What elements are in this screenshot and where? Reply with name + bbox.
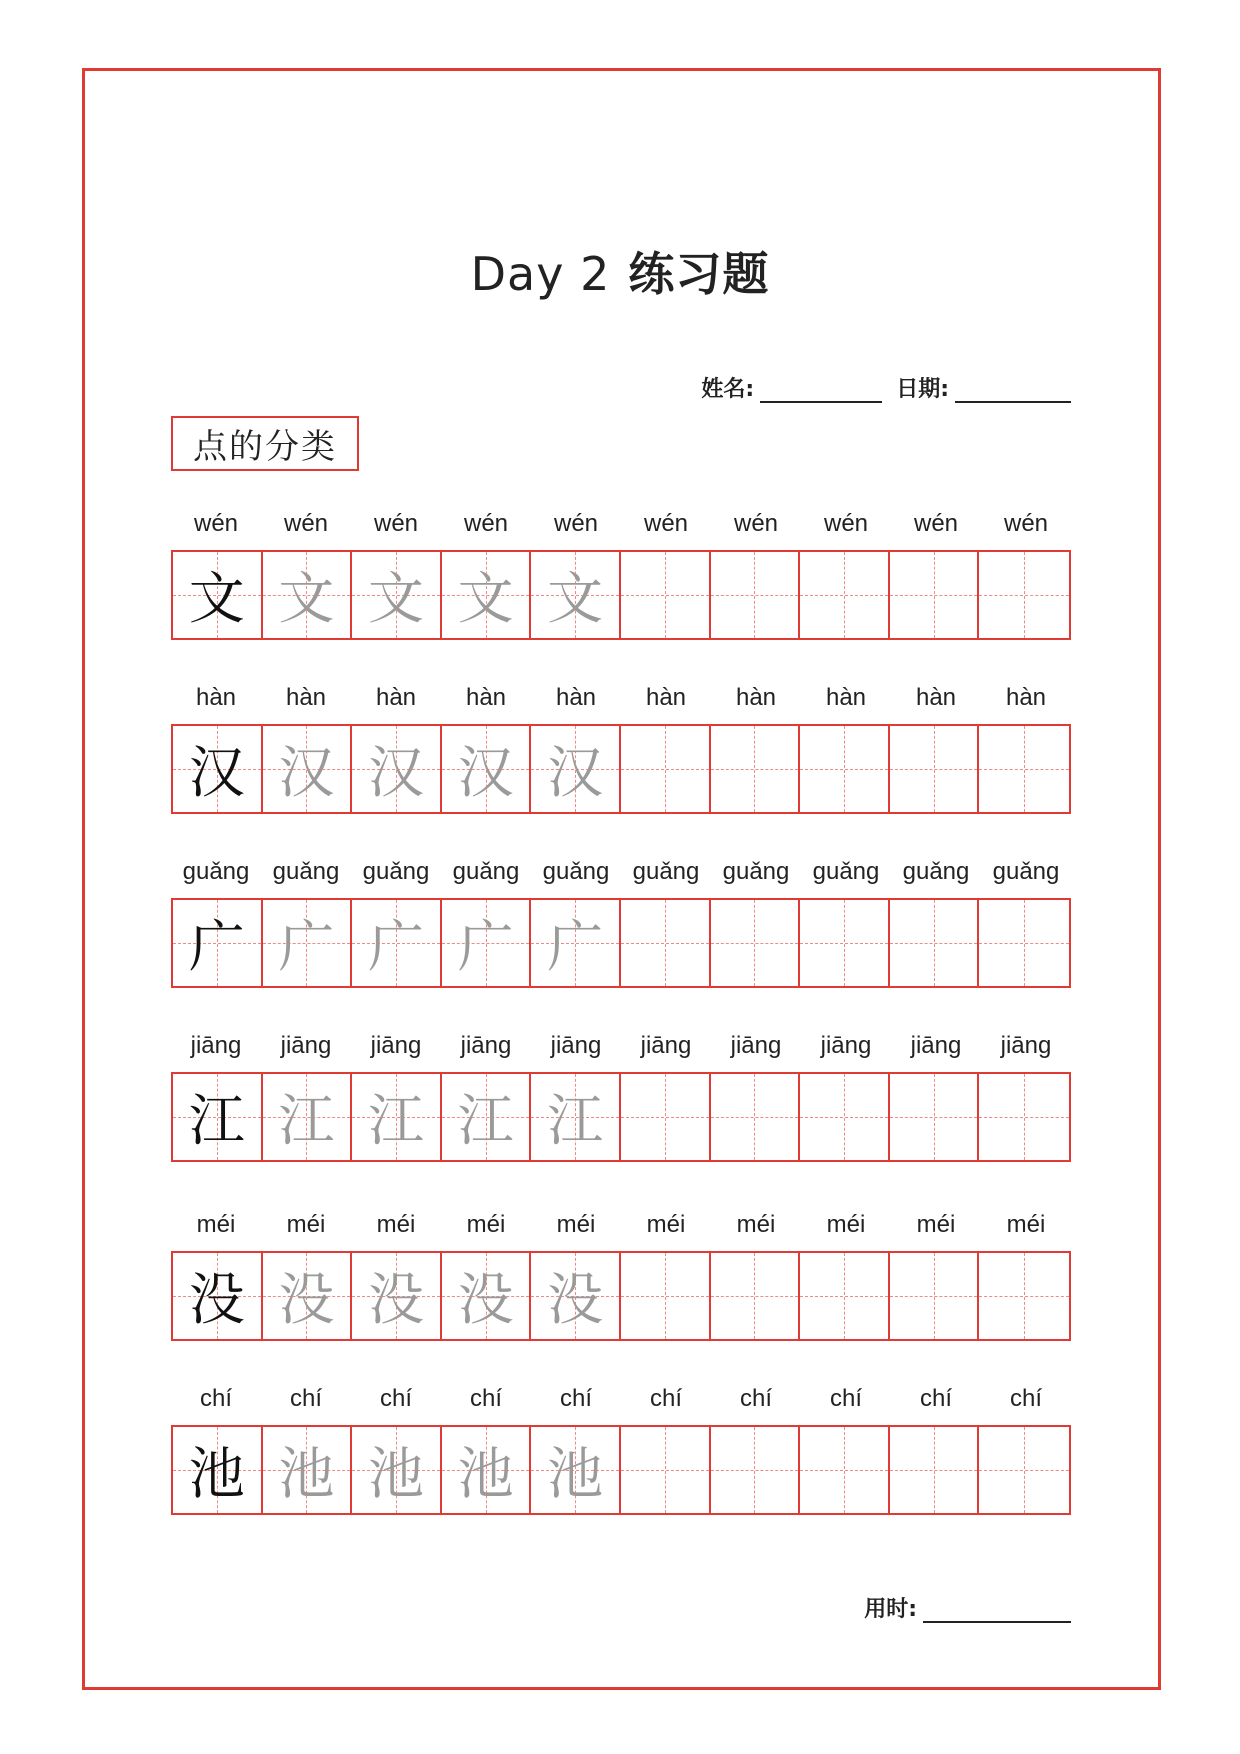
writing-cell[interactable] — [621, 1253, 711, 1339]
writing-cell[interactable] — [621, 900, 711, 986]
trace-character: 江 — [457, 1089, 514, 1154]
pinyin-label: méi — [196, 1211, 236, 1238]
pinyin-label: guǎng — [362, 858, 430, 885]
pinyin-label: wén — [913, 510, 959, 537]
writing-cell[interactable] — [800, 726, 890, 812]
pinyin-label: méi — [646, 1211, 686, 1238]
pinyin-label: jiāng — [550, 1032, 602, 1059]
trace-character: 江 — [547, 1089, 604, 1154]
pinyin-label: méi — [1006, 1211, 1046, 1238]
pinyin-label: guǎng — [902, 858, 970, 885]
name-field[interactable] — [760, 379, 882, 403]
model-character: 没 — [188, 1268, 245, 1333]
pinyin-row — [171, 1385, 1071, 1425]
trace-character: 广 — [278, 915, 335, 980]
pinyin-label: jiāng — [1000, 1032, 1052, 1059]
pinyin-label: guǎng — [452, 858, 520, 885]
writing-grid — [171, 1425, 1071, 1515]
writing-cell[interactable] — [352, 1074, 442, 1160]
practice-row — [171, 1032, 1071, 1162]
pinyin-label: wén — [283, 510, 329, 537]
pinyin-label: hàn — [825, 684, 867, 711]
pinyin-label: jiāng — [910, 1032, 962, 1059]
practice-row — [171, 1211, 1071, 1341]
pinyin-label: méi — [826, 1211, 866, 1238]
pinyin-label: hàn — [195, 684, 237, 711]
pinyin-label: wén — [643, 510, 689, 537]
trace-character: 广 — [457, 915, 514, 980]
writing-cell[interactable] — [442, 900, 532, 986]
writing-cell[interactable] — [800, 900, 890, 986]
trace-character: 池 — [457, 1442, 514, 1507]
pinyin-label: chí — [559, 1385, 592, 1412]
writing-cell[interactable] — [621, 552, 711, 638]
trace-character: 江 — [278, 1089, 335, 1154]
student-info — [701, 372, 1071, 403]
writing-cell[interactable] — [979, 900, 1069, 986]
writing-grid — [171, 550, 1071, 640]
trace-character: 池 — [547, 1442, 604, 1507]
time-label: 用时: — [864, 1597, 917, 1622]
trace-character: 汉 — [278, 741, 335, 806]
pinyin-label: hàn — [465, 684, 507, 711]
writing-cell[interactable] — [352, 1427, 442, 1513]
pinyin-label: guǎng — [812, 858, 880, 885]
pinyin-row — [171, 1032, 1071, 1072]
writing-cell[interactable] — [800, 552, 890, 638]
pinyin-label: jiāng — [280, 1032, 332, 1059]
pinyin-label: chí — [1009, 1385, 1042, 1412]
pinyin-label: wén — [193, 510, 239, 537]
writing-cell[interactable] — [711, 726, 801, 812]
pinyin-label: méi — [286, 1211, 326, 1238]
pinyin-label: hàn — [1005, 684, 1047, 711]
writing-grid — [171, 724, 1071, 814]
practice-row — [171, 510, 1071, 640]
pinyin-label: hàn — [735, 684, 777, 711]
pinyin-label: guǎng — [992, 858, 1060, 885]
writing-cell[interactable] — [711, 900, 801, 986]
pinyin-label: guǎng — [182, 858, 250, 885]
pinyin-label: guǎng — [722, 858, 790, 885]
writing-cell[interactable] — [979, 552, 1069, 638]
model-character: 汉 — [188, 741, 245, 806]
pinyin-label: guǎng — [272, 858, 340, 885]
pinyin-label: wén — [733, 510, 779, 537]
writing-cell[interactable] — [979, 726, 1069, 812]
writing-cell[interactable] — [979, 1427, 1069, 1513]
trace-character: 池 — [367, 1442, 424, 1507]
pinyin-label: jiāng — [730, 1032, 782, 1059]
pinyin-label: jiāng — [640, 1032, 692, 1059]
trace-character: 文 — [278, 567, 335, 632]
writing-cell[interactable] — [352, 726, 442, 812]
writing-cell[interactable] — [263, 552, 353, 638]
model-character: 江 — [188, 1089, 245, 1154]
trace-character: 没 — [367, 1268, 424, 1333]
writing-cell[interactable] — [173, 726, 263, 812]
writing-cell[interactable] — [352, 1253, 442, 1339]
writing-cell[interactable] — [800, 1427, 890, 1513]
writing-cell[interactable] — [979, 1253, 1069, 1339]
writing-cell[interactable] — [531, 1427, 621, 1513]
writing-cell[interactable] — [711, 552, 801, 638]
model-character: 池 — [188, 1442, 245, 1507]
trace-character: 文 — [457, 567, 514, 632]
writing-cell[interactable] — [800, 1253, 890, 1339]
writing-cell[interactable] — [263, 1074, 353, 1160]
practice-row — [171, 858, 1071, 988]
trace-character: 文 — [367, 567, 424, 632]
trace-character: 汉 — [457, 741, 514, 806]
writing-cell[interactable] — [352, 900, 442, 986]
model-character: 广 — [188, 915, 245, 980]
pinyin-label: méi — [736, 1211, 776, 1238]
writing-cell[interactable] — [621, 1427, 711, 1513]
trace-character: 池 — [278, 1442, 335, 1507]
date-field[interactable] — [955, 379, 1071, 403]
writing-cell[interactable] — [442, 552, 532, 638]
name-label: 姓名: — [701, 377, 755, 402]
pinyin-label: chí — [469, 1385, 502, 1412]
pinyin-row — [171, 684, 1071, 724]
trace-character: 汉 — [547, 741, 604, 806]
pinyin-label: wén — [553, 510, 599, 537]
writing-cell[interactable] — [890, 900, 980, 986]
pinyin-label: méi — [556, 1211, 596, 1238]
pinyin-label: wén — [463, 510, 509, 537]
writing-cell[interactable] — [531, 552, 621, 638]
writing-cell[interactable] — [531, 726, 621, 812]
trace-character: 文 — [547, 567, 604, 632]
writing-cell[interactable] — [173, 1253, 263, 1339]
writing-cell[interactable] — [173, 1427, 263, 1513]
practice-row — [171, 684, 1071, 814]
pinyin-row — [171, 1211, 1071, 1251]
pinyin-label: jiāng — [460, 1032, 512, 1059]
time-field[interactable] — [923, 1599, 1071, 1623]
title-day: Day 2 — [470, 247, 611, 301]
pinyin-label: wén — [373, 510, 419, 537]
pinyin-label: chí — [919, 1385, 952, 1412]
pinyin-label: hàn — [285, 684, 327, 711]
writing-cell[interactable] — [531, 1253, 621, 1339]
pinyin-label: chí — [379, 1385, 412, 1412]
pinyin-label: hàn — [915, 684, 957, 711]
writing-cell[interactable] — [979, 1074, 1069, 1160]
writing-grid — [171, 1072, 1071, 1162]
practice-row — [171, 1385, 1071, 1515]
pinyin-label: chí — [199, 1385, 232, 1412]
page-title — [0, 238, 1240, 304]
pinyin-label: wén — [823, 510, 869, 537]
pinyin-label: chí — [739, 1385, 772, 1412]
writing-grid — [171, 898, 1071, 988]
pinyin-label: hàn — [555, 684, 597, 711]
writing-cell[interactable] — [531, 900, 621, 986]
pinyin-row — [171, 858, 1071, 898]
writing-cell[interactable] — [442, 1427, 532, 1513]
pinyin-label: méi — [916, 1211, 956, 1238]
writing-cell[interactable] — [531, 1074, 621, 1160]
writing-cell[interactable] — [711, 1253, 801, 1339]
writing-cell[interactable] — [263, 1427, 353, 1513]
pinyin-label: wén — [1003, 510, 1049, 537]
section-label: 点的分类 — [171, 416, 359, 471]
trace-character: 广 — [547, 915, 604, 980]
pinyin-label: hàn — [375, 684, 417, 711]
trace-character: 没 — [278, 1268, 335, 1333]
model-character: 文 — [188, 567, 245, 632]
pinyin-label: guǎng — [632, 858, 700, 885]
title-zh: 练习题 — [628, 247, 770, 301]
trace-character: 没 — [547, 1268, 604, 1333]
pinyin-label: jiāng — [820, 1032, 872, 1059]
writing-cell[interactable] — [890, 1253, 980, 1339]
trace-character: 江 — [367, 1089, 424, 1154]
pinyin-row — [171, 510, 1071, 550]
writing-cell[interactable] — [173, 1074, 263, 1160]
writing-cell[interactable] — [263, 1253, 353, 1339]
writing-cell[interactable] — [890, 1074, 980, 1160]
writing-cell[interactable] — [890, 552, 980, 638]
writing-cell[interactable] — [890, 726, 980, 812]
writing-cell[interactable] — [173, 900, 263, 986]
writing-cell[interactable] — [263, 726, 353, 812]
writing-cell[interactable] — [800, 1074, 890, 1160]
pinyin-label: jiāng — [370, 1032, 422, 1059]
pinyin-label: hàn — [645, 684, 687, 711]
pinyin-label: jiāng — [190, 1032, 242, 1059]
trace-character: 广 — [367, 915, 424, 980]
writing-grid — [171, 1251, 1071, 1341]
pinyin-label: méi — [376, 1211, 416, 1238]
date-label: 日期: — [896, 377, 949, 402]
time-footer — [864, 1592, 1071, 1623]
writing-cell[interactable] — [890, 1427, 980, 1513]
pinyin-label: chí — [649, 1385, 682, 1412]
writing-cell[interactable] — [173, 552, 263, 638]
pinyin-label: chí — [289, 1385, 322, 1412]
writing-cell[interactable] — [621, 1074, 711, 1160]
writing-cell[interactable] — [442, 1253, 532, 1339]
trace-character: 汉 — [367, 741, 424, 806]
writing-cell[interactable] — [621, 726, 711, 812]
writing-cell[interactable] — [442, 1074, 532, 1160]
trace-character: 没 — [457, 1268, 514, 1333]
writing-cell[interactable] — [711, 1427, 801, 1513]
pinyin-label: chí — [829, 1385, 862, 1412]
writing-cell[interactable] — [352, 552, 442, 638]
pinyin-label: guǎng — [542, 858, 610, 885]
writing-cell[interactable] — [711, 1074, 801, 1160]
pinyin-label: méi — [466, 1211, 506, 1238]
writing-cell[interactable] — [442, 726, 532, 812]
writing-cell[interactable] — [263, 900, 353, 986]
